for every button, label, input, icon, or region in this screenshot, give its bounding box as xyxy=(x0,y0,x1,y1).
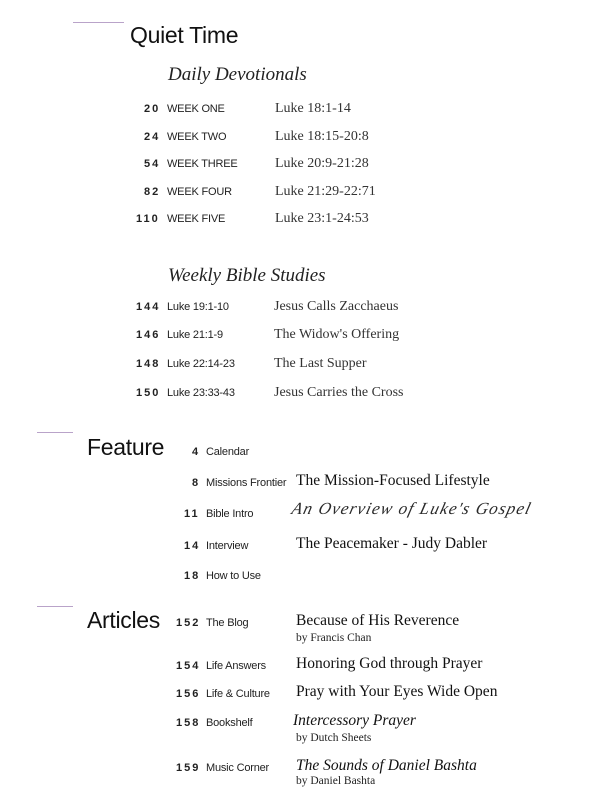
feature-title-script: An Overview of Luke's Gospel xyxy=(289,499,534,518)
page-number: 24 xyxy=(144,131,161,143)
page-number: 4 xyxy=(192,446,201,458)
scripture-reference: Luke 21:29-22:71 xyxy=(275,184,376,199)
page-number: 14 xyxy=(184,540,201,552)
page-number: 11 xyxy=(184,508,200,520)
week-label: WEEK ONE xyxy=(167,103,225,115)
page-number: 18 xyxy=(184,570,201,582)
article-label: The Blog xyxy=(206,617,249,629)
article-title: Honoring God through Prayer xyxy=(296,655,483,672)
study-title: The Last Supper xyxy=(274,356,367,371)
page-number: 8 xyxy=(192,477,201,489)
feature-label: Bible Intro xyxy=(206,508,254,520)
article-label: Music Corner xyxy=(206,762,270,774)
week-label: WEEK FIVE xyxy=(167,213,226,225)
feature-heading: Feature xyxy=(87,434,165,460)
feature-label: Calendar xyxy=(206,446,250,458)
article-title: Pray with Your Eyes Wide Open xyxy=(296,683,498,700)
article-title: Because of His Reverence xyxy=(296,612,460,629)
daily-devotionals-heading: Daily Devotionals xyxy=(168,64,307,85)
feature-label: How to Use xyxy=(206,570,261,582)
scripture-reference: Luke 21:1-9 xyxy=(167,329,223,341)
page-number: 150 xyxy=(136,387,161,399)
article-title: The Sounds of Daniel Bashta xyxy=(296,757,477,774)
page-number: 146 xyxy=(136,329,161,341)
article-label: Bookshelf xyxy=(206,717,253,729)
scripture-reference: Luke 22:14-23 xyxy=(167,358,235,370)
page-number: 144 xyxy=(136,301,161,313)
page-number: 154 xyxy=(176,660,201,672)
week-label: WEEK FOUR xyxy=(167,186,232,198)
page-number: 159 xyxy=(176,762,201,774)
page-number: 54 xyxy=(144,158,161,170)
page-number: 156 xyxy=(176,688,201,700)
article-byline: by Dutch Sheets xyxy=(296,732,372,744)
feature-title: The Mission-Focused Lifestyle xyxy=(296,472,490,489)
scripture-reference: Luke 18:15-20:8 xyxy=(275,129,369,144)
scripture-reference: Luke 19:1-10 xyxy=(167,301,229,313)
scripture-reference: Luke 23:1-24:53 xyxy=(275,211,369,226)
scripture-reference: Luke 18:1-14 xyxy=(275,101,351,116)
page-number: 158 xyxy=(176,717,201,729)
page-number: 148 xyxy=(136,358,161,370)
quiet-time-rule xyxy=(73,22,124,23)
study-title: Jesus Calls Zacchaeus xyxy=(274,299,399,314)
article-byline: by Daniel Bashta xyxy=(296,775,376,787)
article-title: Intercessory Prayer xyxy=(293,712,416,729)
feature-label: Missions Frontier xyxy=(206,477,287,489)
page-number: 82 xyxy=(144,186,161,198)
article-label: Life Answers xyxy=(206,660,266,672)
articles-rule xyxy=(37,606,73,607)
study-title: Jesus Carries the Cross xyxy=(274,385,404,400)
page-number: 110 xyxy=(136,213,160,225)
page-number: 20 xyxy=(144,103,161,115)
study-title: The Widow's Offering xyxy=(274,327,400,342)
feature-rule xyxy=(37,432,73,433)
articles-heading: Articles xyxy=(87,607,161,633)
feature-label: Interview xyxy=(206,540,249,552)
week-label: WEEK TWO xyxy=(167,131,227,143)
article-byline: by Francis Chan xyxy=(296,632,372,644)
page-number: 152 xyxy=(176,617,201,629)
scripture-reference: Luke 23:33-43 xyxy=(167,387,235,399)
quiet-time-heading: Quiet Time xyxy=(130,22,239,48)
feature-title: The Peacemaker - Judy Dabler xyxy=(296,535,488,552)
weekly-bible-studies-heading: Weekly Bible Studies xyxy=(168,265,326,286)
article-label: Life & Culture xyxy=(206,688,270,700)
scripture-reference: Luke 20:9-21:28 xyxy=(275,156,369,171)
week-label: WEEK THREE xyxy=(167,158,238,170)
